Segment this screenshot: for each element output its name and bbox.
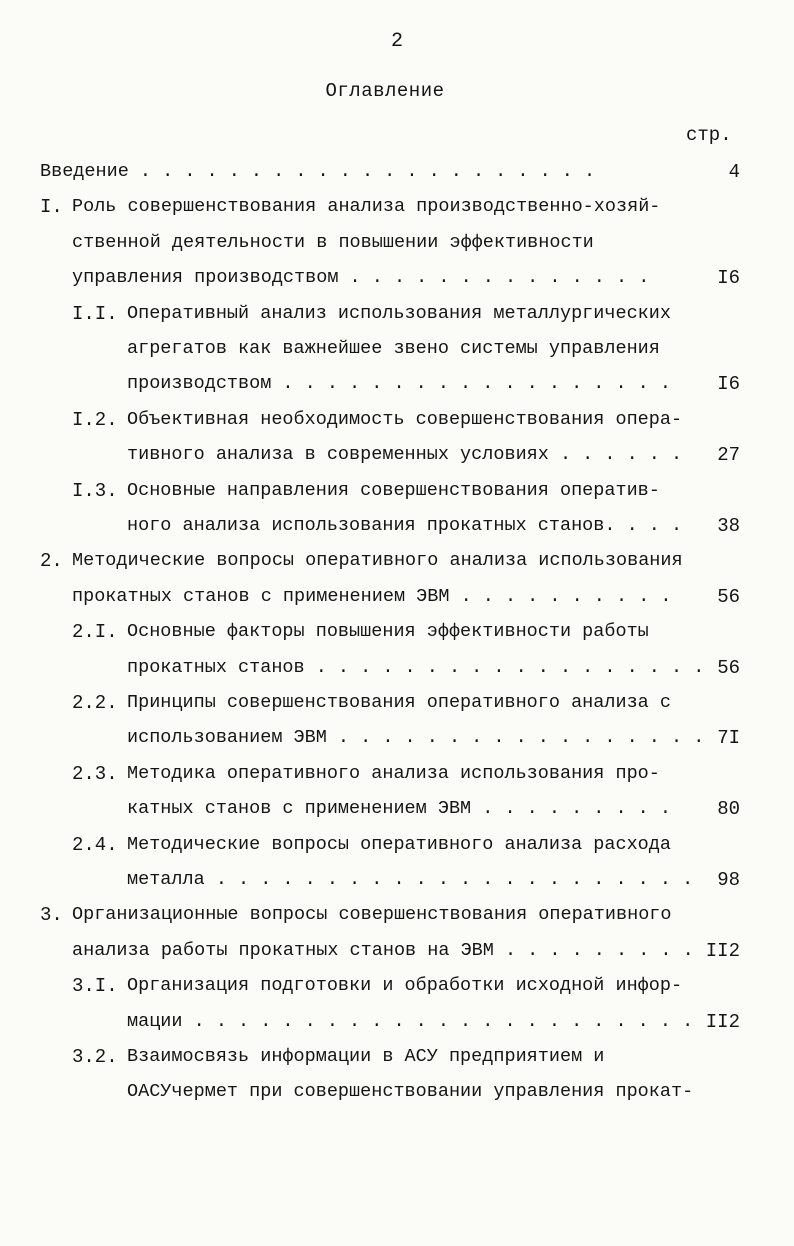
toc-entry-page: 98 — [717, 869, 740, 891]
toc-entry-number: I.2. — [72, 408, 118, 431]
toc-entry-line: анализа работы прокатных станов на ЭВМ . . . . . . . . . — [72, 939, 694, 961]
toc-entry-line: агрегатов как важнейшее звено системы управления — [127, 338, 660, 359]
toc-entry-page: 4 — [728, 161, 740, 183]
toc-entry-page: II2 — [705, 939, 740, 962]
toc-entry-line: прокатных станов . . . . . . . . . . . . . . . . . . — [127, 656, 705, 678]
toc-entry-line: Роль совершенствования анализа производственно-хозяй- — [72, 196, 661, 218]
toc-entry-page: 80 — [717, 798, 740, 821]
toc-entry-page: 56 — [717, 656, 740, 679]
toc-entry-line: Методические вопросы оперативного анализа расхода — [127, 833, 671, 855]
toc-entry-line: ОАСУчермет при совершенствовании управления прокат- — [127, 1081, 694, 1103]
toc-entry-number: 2. — [40, 550, 63, 573]
page-number: 2 — [390, 30, 403, 53]
toc-entry-number: 3.I. — [72, 975, 118, 998]
toc-entry-line: Взаимосвязь информации в АСУ предприятием и — [127, 1046, 605, 1067]
toc-entry-line: металла . . . . . . . . . . . . . . . . . . . . . . — [127, 869, 694, 890]
toc-entry-line: Принципы совершенствования оперативного анализа с — [127, 692, 671, 713]
toc-entry-page: I6 — [717, 267, 740, 290]
toc-entry-line: тивного анализа в современных условиях . . . . . . — [127, 444, 683, 466]
toc-entry-line: Методика оперативного анализа использования про- — [127, 762, 660, 784]
toc-entry-number: 3.2. — [72, 1046, 118, 1068]
toc-entry-number: I. — [40, 196, 63, 219]
toc-entry-page: II2 — [705, 1010, 740, 1033]
toc-entry-page: 27 — [717, 444, 740, 467]
toc-entry-line: Организационные вопросы совершенствования оперативного — [72, 904, 672, 926]
toc-entry-line: Организация подготовки и обработки исходной инфор- — [127, 975, 683, 997]
toc-entry-line: ного анализа использования прокатных станов. . . . — [127, 515, 683, 536]
toc-entry-line: управления производством . . . . . . . . . . . . . . — [72, 267, 650, 289]
toc-entry-line: Основные факторы повышения эффективности работы — [127, 621, 649, 643]
toc-entry-number: 2.2. — [72, 692, 118, 714]
toc-entry-line: мации . . . . . . . . . . . . . . . . . . . . . . . — [127, 1010, 694, 1032]
toc-entry-page: 38 — [717, 515, 740, 537]
toc-entry-page: I6 — [717, 373, 740, 396]
toc-entry-number: I.3. — [72, 479, 118, 502]
page-title: Оглавление — [325, 80, 445, 102]
toc-entry-line: ственной деятельности в повышении эффективности — [72, 231, 594, 253]
toc-entry-page: 7I — [717, 727, 740, 750]
toc-entry-line: Методические вопросы оперативного анализа использования — [72, 550, 683, 572]
toc-entry-number: 3. — [40, 904, 63, 927]
toc-entry-line: Оперативный анализ использования металлургических — [127, 302, 671, 324]
page-column-header: стр. — [686, 124, 732, 146]
toc-entry-number: I.I. — [72, 302, 118, 325]
toc-entry-line: Основные направления совершенствования оператив- — [127, 479, 660, 501]
toc-entry-line: Введение . . . . . . . . . . . . . . . . . . . . . — [40, 161, 596, 182]
toc-entry-number: 2.I. — [72, 621, 118, 644]
toc-entry-line: производством . . . . . . . . . . . . . . . . . . — [127, 373, 671, 395]
toc-entry-line: использованием ЭВМ . . . . . . . . . . . . . . . . . — [127, 727, 705, 749]
toc-entry-line: прокатных станов с применением ЭВМ . . . . . . . . . . — [72, 585, 672, 607]
toc-entry-line: Объективная необходимость совершенствования опера- — [127, 408, 683, 430]
toc-entry-number: 2.3. — [72, 762, 118, 785]
toc-entry-page: 56 — [717, 585, 740, 608]
toc-entry-line: катных станов с применением ЭВМ . . . . . . . . . — [127, 798, 671, 820]
toc-entry-number: 2.4. — [72, 833, 118, 856]
